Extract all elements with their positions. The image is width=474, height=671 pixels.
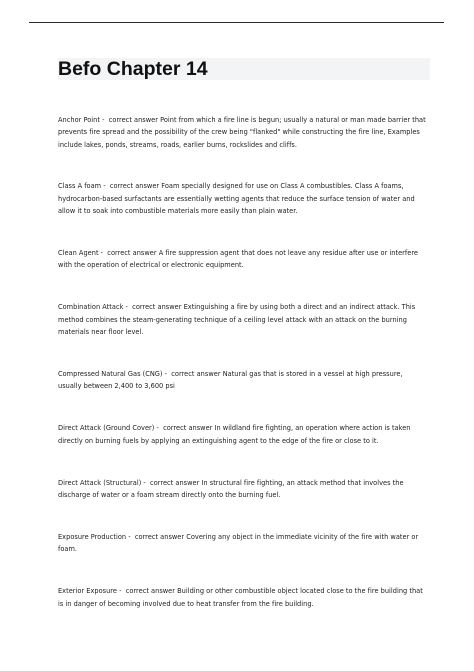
- header-rule: [29, 22, 444, 23]
- entry-term: Combination Attack: [58, 303, 124, 312]
- flashcard-entry: [58, 180, 426, 217]
- entry-term: Compressed Natural Gas (CNG): [58, 369, 163, 378]
- entry-definition: Building or other combustible object located close to the fire building that is in danger of becoming involved due to heat transfer from the fire building.: [58, 587, 423, 608]
- entry-term: Direct Attack (Ground Cover): [58, 424, 155, 433]
- flashcard-entry: [58, 477, 426, 502]
- entry-separator: - correct answer: [101, 182, 162, 191]
- page-title: Befo Chapter 14: [58, 58, 208, 80]
- flashcard-entry: [58, 247, 426, 272]
- flashcard-entry: [58, 368, 426, 393]
- flashcard-list: [58, 114, 426, 640]
- entry-term: Exposure Production: [58, 532, 127, 541]
- flashcard-entry: [58, 114, 426, 151]
- entry-term: Class A foam: [58, 182, 102, 191]
- flashcard-entry: [58, 422, 426, 447]
- flashcard-entry: [58, 531, 426, 556]
- entry-term: Anchor Point: [58, 116, 100, 124]
- flashcard-entry: [58, 585, 426, 610]
- flashcard-entry: [58, 301, 426, 338]
- entry-definition: Natural gas that is stored in a vessel at high pressure, usually between 2,400 to 3,600 psi: [58, 369, 403, 391]
- entry-separator: - correct answer: [141, 478, 202, 487]
- entry-definition: In structural fire fighting, an attack method that involves the discharge of water or a foam stream directly onto the burning fuel.: [58, 478, 404, 499]
- entry-definition: A fire suppression agent that does not leave any residue after use or interfere with the operation of electrical or electronic equipment.: [58, 248, 418, 270]
- entry-definition: Covering any object in the immediate vicinity of the fire with water or foam.: [58, 532, 419, 554]
- entry-separator: - correct answer: [126, 532, 187, 541]
- entry-separator: - correct answer: [98, 248, 159, 257]
- entry-separator: - correct answer: [154, 424, 215, 433]
- entry-definition: Foam specially designed for use on Class A combustibles. Class A foams, hydrocarbon-based surfactants are essentially wetting agents that reduce the surface tension of water and allow it to soak into combustible materials more easily than plain water.: [58, 182, 415, 216]
- entry-separator: - correct answer: [99, 116, 161, 124]
- entry-separator: - correct answer: [123, 303, 184, 312]
- entry-definition: Point from which a fire line is begun; usually a natural or man made barrier that prevents fire spread and the possibility of the crew being "flanked" while constructing the fire line, Examples include lakes, ponds, streams, roads, earlier burns, rockslides and cliffs.: [58, 116, 426, 149]
- entry-definition: In wildland fire fighting, an operation where action is taken directly on burning fuels by applying an extinguishing agent to the edge of the fire or close to it.: [58, 424, 411, 445]
- entry-separator: - correct answer: [116, 587, 178, 596]
- entry-term: Exterior Exposure: [58, 587, 117, 596]
- entry-separator: - correct answer: [162, 369, 223, 378]
- entry-term: Clean Agent: [58, 248, 99, 257]
- entry-term: Direct Attack (Structural): [58, 478, 142, 487]
- entry-definition: Extinguishing a fire by using both a direct and an indirect attack. This method combines the steam-generating technique of a ceiling level attack with an attack on the burning materials near floor level.: [58, 303, 416, 337]
